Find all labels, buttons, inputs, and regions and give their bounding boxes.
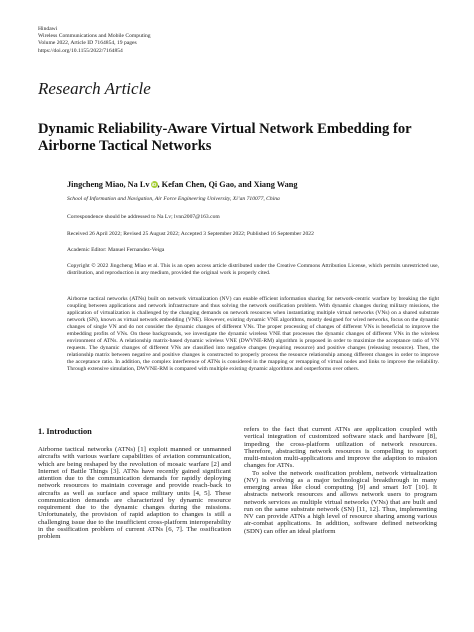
journal-header <box>38 26 151 55</box>
right-column <box>244 426 437 535</box>
publisher-name: Hindawi <box>38 26 58 32</box>
doi-link[interactable]: https://doi.org/10.1155/2022/7164854 <box>38 47 123 54</box>
paragraph: refers to the fact that current ATNs are application coupled with vertical integration of customized software stack and hardware [8], impeding the cross-platform utilization of network resources. Therefore, abstracting network resources is compelling to support multi-mission multi-applications and improve the adaption to mission changes for ATNs. <box>244 426 437 470</box>
orcid-icon[interactable]: iD <box>151 182 157 187</box>
article-title: Dynamic Reliability-Aware Virtual Network Embedding for Airborne Tactical Networks <box>38 121 412 154</box>
publication-dates: Received 26 April 2022; Revised 25 August 2022; Accepted 3 September 2022; Published 16 September 2022 <box>67 231 314 237</box>
authors-first: Jingcheng Miao, Na Lv <box>67 180 150 189</box>
author-list <box>67 180 298 189</box>
paragraph: Airborne tactical networks (ATNs) [1] exploit manned or unmanned aircrafts with various warfare capabilities of aviation communication, which are being reshaped by the revolution of mosaic warfare [2] and Internet of Battle Things [3]. ATNs have recently gained significant attention due to the communication demands for rapidly deploying network resources to maintain coverage and provide reach-back to aircrafts as well as surface and space military units [4, 5]. These communication demands are characterized by dynamic resource requirement due to the dynamic changes during the missions. Unfortunately, the provision of rapid adaption to changes is still a challenging issue due to the insufficient cross-platform interoperability in the ossification problem of current ATNs [6, 7]. The ossification problem <box>38 446 231 540</box>
copyright-notice: Copyright © 2022 Jingcheng Miao et al. This is an open access article distributed under the Creative Commons Attribution License, which permits unrestricted use, distribution, and reproduction in any medium, provided the original work is properly cited. <box>67 263 439 277</box>
academic-editor: Academic Editor: Manuel Fernandez-Veiga <box>67 247 165 253</box>
left-column <box>38 446 231 540</box>
section-heading: 1. Introduction <box>38 427 92 436</box>
abstract-text: Airborne tactical networks (ATNs) built on network virtualization (NV) can enable efficient information sharing for network-centric warfare by breaking the tight coupling between applications and network infrastructure and thus solving the network ossification problem. With dynamic changes during military missions, the application of virtualization is challenged by the changing demands on network resources when instantiating multiple virtual networks (VNs) on a shared substrate network (SN), known as virtual network embedding (VNE). However, existing dynamic VNE algorithms, mostly designed for wired networks, focus on the dynamic changes of single VN and do not consider the dynamic changes of different VNs. The proper processing of changes of different VNs is beneficial to improve the embedding profits of VNs. On these backgrounds, we investigate the dynamic wireless VNE that processes the dynamic changes of different VNs in the wireless environment of ATNs. A relationship matrix-based dynamic wireless VNE (DWVNE-RM) algorithm is proposed in order to maximize the acceptance ratio of VN requests. The dynamic changes of different VNs are classified into negative changes (requiring resource) and positive changes (releasing resource). Then, the relationship matrix between negative and positive changes is constructed to properly process the resource relationship among different changes in order to improve the acceptance ratio. In addition, the complex interference of ATNs is considered in the mapping or remapping of virtual nodes and links to improve the reliability. Through extensive simulation, DWVNE-RM is compared with multiple existing dynamic algorithms and outperforms over others. <box>67 296 439 373</box>
volume-info: Volume 2022, Article ID 7164854, 19 pages <box>38 40 137 47</box>
journal-name: Wireless Communications and Mobile Computing <box>38 33 151 40</box>
article-type: Research Article <box>38 79 151 98</box>
paragraph: To solve the network ossification problem, network virtualization (NV) is evolving as a major technological breakthrough in many emerging areas like cloud computing [9] and smart IoT [10]. It abstracts network resources and allows network users to program network services as multiple virtual networks (VNs) that are built and run on the same substrate network (SN) [11, 12]. Thus, implementing NV can provide ATNs a high level of resource sharing among various air-combat applications. In addition, software defined networking (SDN) can offer an ideal platform <box>244 469 437 535</box>
authors-rest: , Kefan Chen, Qi Gao, and Xiang Wang <box>157 180 298 189</box>
correspondence: Correspondence should be addressed to Na Lv; lvnn2007@163.com <box>67 214 220 220</box>
affiliation: School of Information and Navigation, Air Force Engineering University, Xi’an 710077, China <box>67 196 280 202</box>
